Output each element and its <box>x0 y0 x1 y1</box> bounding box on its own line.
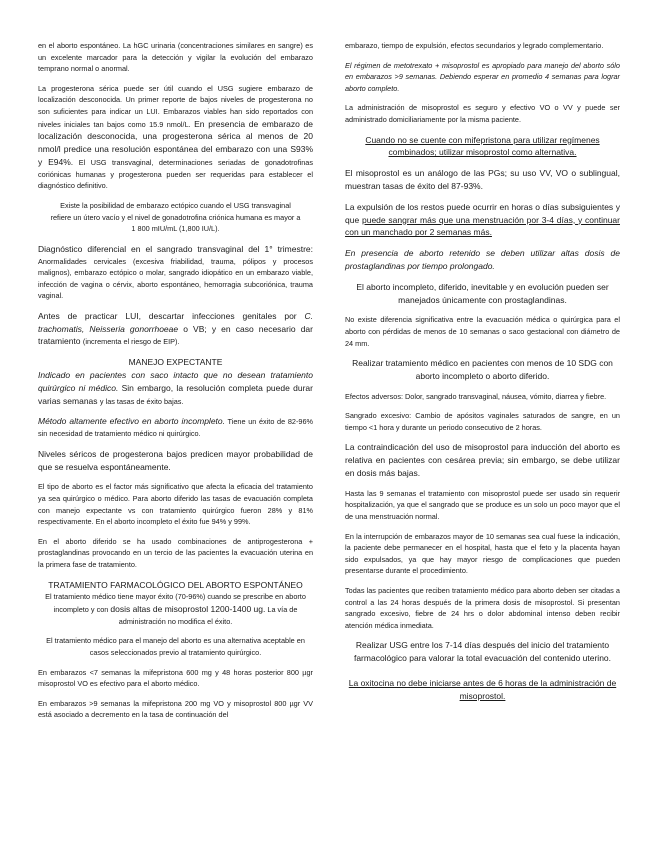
paragraph-usg-followup: Realizar USG entre los 7-14 días después del inicio del tratamiento farmacológico para valorar la total evacuación del contenido uterino. <box>353 640 612 664</box>
paragraph-hgc: en el aborto espontáneo. La hGC urinaria (concentraciones similares en sangre) es un excelente marcador para la detección y vigilar la evolución del embarazo temprano normal o anormal. <box>38 41 313 74</box>
paragraph-no-difference: No existe diferencia significativa entre la evacuación médica o quirúrgica para el aborto con pérdidas de menos de 10 semanas o saco gestacional con diámetro de 24 mm. <box>345 315 620 348</box>
heading-manejo-expectante: MANEJO EXPECTANTE <box>128 357 223 368</box>
text-segment: El tratamiento médico tiene mayor éxito (70-96%) cuando se prescribe en aborto incompleto y con <box>45 592 306 614</box>
text-segment: Tiene un éxito de 82-96% sin necesidad de tratamiento médico ni quirúrgico. <box>38 417 313 439</box>
text-segment: o VB; <box>183 323 207 334</box>
text-segment: Indicado en pacientes con saco intacto que no desean tratamiento quirúrgico ni médico. <box>38 370 313 393</box>
paragraph-excessive-bleeding: Sangrado excesivo: Cambio de apósitos vaginales saturados de sangre, en un tiempo <1 hora y durante un periodo consecutivo de 2 horas. <box>345 411 620 432</box>
paragraph-missed-abortion: En el aborto diferido se ha usado combinaciones de antiprogesterona + prostaglandinas provocando en un tercio de las pacientes la evacuación uterina en la primera fase de tratamiento. <box>38 536 313 570</box>
paragraph-over-9-weeks: En embarazos >9 semanas la mifepristona 200 mg VO y misoprostol 800 µgr VV está asociado a decremento en la tasa de continuación del <box>38 698 313 720</box>
left-column <box>38 40 313 721</box>
text-segment: La expulsión de los restos puede ocurrir en horas o días subsiguientes y que <box>345 201 620 225</box>
ectopic-note-box: Existe la posibilidad de embarazo ectópico cuando el USG transvaginal refiere un útero vacío y el nivel de gonadotrofina criónica humana es mayor a 1 800 mIU/mL (1,800 IU/L). <box>50 200 301 234</box>
text-segment: C. trachomatis, Neisseria gonorrhoeae <box>38 310 313 334</box>
text-segment: Antes de practicar LUI, descartar infecciones genitales por <box>38 310 297 321</box>
text-segment: La vía de administración no modifica el éxito. <box>118 605 298 626</box>
text-segment: (incrementa el riesgo de EIP). <box>82 337 180 347</box>
text-segment: puede sangrar más que una menstruación por 3-4 días, y continuar con un manchado por 2 semanas más. <box>345 214 620 238</box>
text-segment: y las tasas de éxito bajas. <box>99 396 184 406</box>
paragraph-9-weeks: Hasta las 9 semanas el tratamiento con misoprostol puede ser usado sin requerir hospitalización, ya que el sangrado que se produce es un solo un poco mayor que el de una menstruación normal. <box>345 488 620 522</box>
text-segment: El USG transvaginal, determinaciones seriadas de gonadotrofinas coriónicas humanas y progesterona pueden ser requeridas para establecer el diagnóstico definitivo. <box>38 157 314 191</box>
paragraph-expectant-efficacy <box>38 415 313 439</box>
text-segment: Sin embargo, la resolución completa puede durar varias semanas <box>38 382 313 406</box>
paragraph-continuation: embarazo, tiempo de expulsión, efectos secundarios y legrado complementario. <box>345 41 604 50</box>
paragraph-under-7-weeks: En embarazos <7 semanas la mifepristona 600 mg y 48 horas posterior 800 µgr misoprostol VO es efectivo para el aborto médico. <box>38 667 313 689</box>
heading-tratamiento-farmacologico: TRATAMIENTO FARMACOLÓGICO DEL ABORTO ESPONTÁNEO <box>48 579 303 590</box>
paragraph-expulsion <box>345 201 620 239</box>
paragraph-oxytocin: La oxitocina no debe iniciarse antes de 6 horas de la administración de misoprostol. <box>348 678 617 701</box>
paragraph-contraindication: La contraindicación del uso de misoprostol para inducción del aborto es relativa en pacientes con cesárea previa; sin embargo, se debe utilizar en dosis más bajas. <box>345 442 620 479</box>
paragraph-differential <box>38 243 313 302</box>
text-segment: Diagnóstico diferencial en el sangrado transvaginal del 1° trimestre: <box>38 243 313 254</box>
right-column <box>345 40 620 703</box>
text-segment: La progesterona sérica puede ser útil cuando el USG sugiere embarazo de localización desconocida. Un primer reporte de bajos niveles de progesterona no son suficientes para indicar un LUI. Embarazos viables han sido reportados con niveles iniciales tan bajos como 15.9 nmol/L. <box>38 83 313 129</box>
text-segment: y en caso necesario dar tratamiento <box>38 323 313 347</box>
paragraph-followup-24h: Todas las pacientes que reciben tratamiento médico para aborto deben ser citadas a control a las 24 horas después de la primera dosis de misoprostol. Si presentan sangrado excesivo, fiebre de 24 hrs o dolor abdominal intenso deben recibir atención médica inmediata. <box>345 586 620 630</box>
text-segment: Método altamente efectivo en aborto incompleto. <box>38 416 225 427</box>
paragraph-misoprostol-analog: El misoprostol es un análogo de las PGs; su uso VV, VO o sublingual, muestran tasas de éxito del 87-93%. <box>345 168 620 191</box>
text-segment: Anormalidades cervicales (excesiva friabilidad, trauma, pólipos y procesos malignos), embarazo ectópico o molar, sangrado idiopático en un embarazo viable, infección de vagina o cérvix, aborto espontáneo, hemorragia subcoriónica, trauma vaginal. <box>38 256 313 301</box>
paragraph-retained-abortion: En presencia de aborto retenido se deben utilizar altas dosis de prostaglandinas por tiempo prolongado. <box>345 248 620 271</box>
paragraph-adverse-effects: Efectos adversos: Dolor, sangrado transvaginal, náusea, vómito, diarrea y fiebre. <box>345 391 607 401</box>
paragraph-medical-alternative: El tratamiento médico para el manejo del aborto es una alternativa aceptable en casos seleccionados previo al tratamiento quirúrgico. <box>46 636 305 657</box>
paragraph-medical-success <box>38 591 313 627</box>
paragraph-10-weeks: En la interrupción de embarazos mayor de 10 semanas sea cual fuese la indicación, la paciente debe permanecer en el hospital, hasta que el feto y la placenta hayan sido expulsados, ya que hay mayor riesgo de complicaciones que pueden presentarse durante el procedimiento. <box>345 531 620 576</box>
paragraph-infections <box>38 310 313 348</box>
paragraph-misoprostol-alternative: Cuando no se cuente con mifepristona para utilizar regímenes combinados; utilizar misoprostol como alternativa. <box>365 134 600 158</box>
paragraph-progesterone-levels: Niveles séricos de progesterona bajos predicen mayor probabilidad de que se resuelva espontáneamente. <box>38 448 313 472</box>
text-segment: En presencia de embarazo de localización desconocida, una progesterona sérica al menos de 20 nmol/l predice una resolución espontánea del embarazo con una S93% y E94%. <box>38 118 313 167</box>
paragraph-prostaglandins-only: El aborto incompleto, diferido, inevitable y en evolución pueden ser manejados únicamente con prostaglandinas. <box>356 281 609 305</box>
paragraph-expectant-indication <box>38 369 313 407</box>
paragraph-methotrexate: El régimen de metotrexato + misoprostol es apropiado para manejo del aborto sólo en embarazos >9 semanas. Debiendo esperar en promedio 4 semanas para lograr aborto completo. <box>345 60 620 93</box>
paragraph-medical-treatment-10sdg: Realizar tratamiento médico en pacientes con menos de 10 SDG con aborto incompleto o aborto diferido. <box>352 358 613 381</box>
paragraph-abortion-type: El tipo de aborto es el factor más significativo que afecta la eficacia del tratamiento ya sea quirúrgico o médico. Para aborto diferido las tasas de evacuación completa con manejo expectante vs con tratamiento quirúrgico fueron 28% y 81% respectivamente. En el aborto incompleto el éxito fue 94% y 99%. <box>38 482 313 527</box>
paragraph-progesterone <box>38 83 313 192</box>
paragraph-misoprostol-safety: La administración de misoprostol es seguro y efectivo VO o VV y puede ser administrado domiciliariamente por la misma paciente. <box>345 103 620 124</box>
text-segment: dosis altas de misoprostol 1200-1400 ug. <box>110 604 266 614</box>
